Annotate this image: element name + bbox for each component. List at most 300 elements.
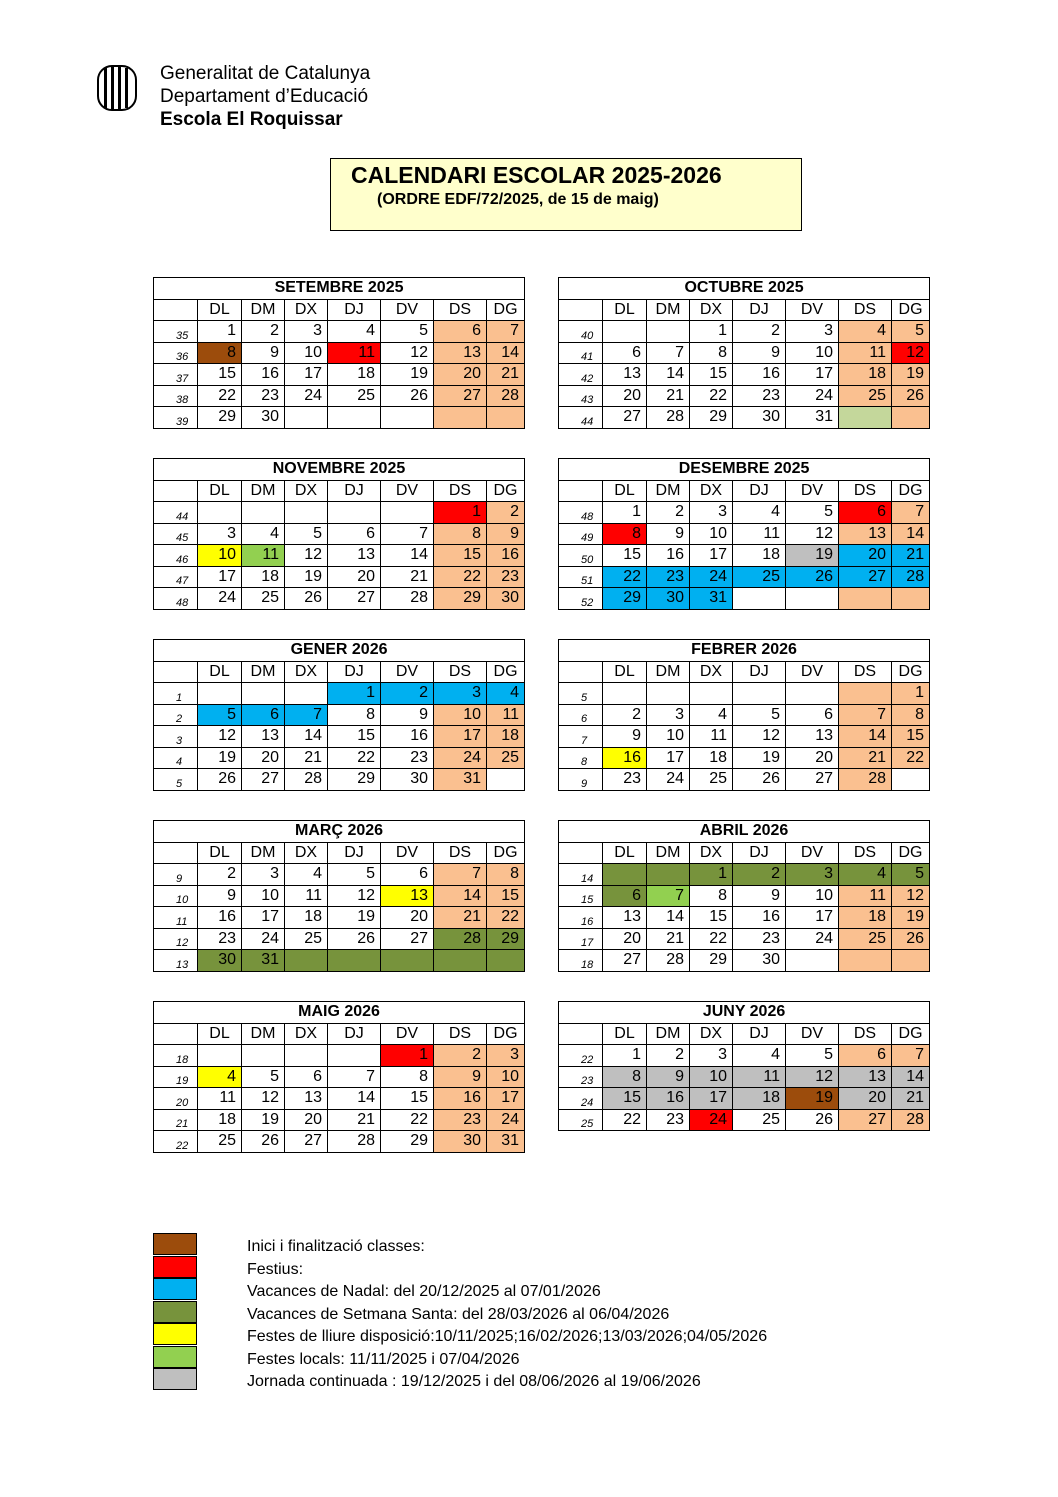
week-number: 9 (559, 769, 603, 791)
week-row (559, 1066, 930, 1088)
week-row (559, 1045, 930, 1067)
day-cell: 13 (328, 545, 381, 567)
day-cell (487, 950, 525, 972)
legend-label: Festius: (247, 1260, 304, 1278)
day-cell: 19 (786, 1088, 839, 1110)
day-cell: 21 (328, 1109, 381, 1131)
month-name: GENER 2026 (154, 640, 525, 662)
day-cell: 7 (647, 342, 690, 364)
day-cell: 7 (328, 1066, 381, 1088)
day-cell (381, 950, 434, 972)
day-cell (603, 864, 647, 886)
day-cell: 6 (434, 321, 487, 343)
month-table (558, 820, 930, 972)
day-cell: 14 (892, 1066, 930, 1088)
week-row (154, 907, 525, 929)
weekday-label: DS (839, 299, 892, 321)
day-cell (285, 950, 328, 972)
day-cell: 8 (603, 523, 647, 545)
day-cell (198, 683, 242, 705)
day-cell: 24 (786, 928, 839, 950)
day-cell: 14 (839, 726, 892, 748)
day-cell: 7 (892, 1045, 930, 1067)
week-row (154, 545, 525, 567)
weekday-label: DL (198, 1023, 242, 1045)
week-number: 41 (559, 342, 603, 364)
day-cell: 15 (434, 545, 487, 567)
day-cell: 15 (892, 726, 930, 748)
day-cell: 27 (786, 769, 839, 791)
day-cell: 21 (647, 385, 690, 407)
weekday-label: DX (690, 480, 733, 502)
day-cell: 31 (487, 1131, 525, 1153)
day-cell: 2 (487, 502, 525, 524)
day-cell: 16 (487, 545, 525, 567)
day-cell: 30 (198, 950, 242, 972)
day-cell: 30 (733, 950, 786, 972)
week-number: 13 (154, 950, 198, 972)
day-cell: 6 (839, 1045, 892, 1067)
day-cell (242, 683, 285, 705)
day-cell: 25 (839, 385, 892, 407)
month-table (153, 277, 525, 429)
day-cell: 27 (603, 950, 647, 972)
day-cell: 8 (487, 864, 525, 886)
day-cell: 5 (198, 704, 242, 726)
day-cell: 26 (285, 588, 328, 610)
weekday-label: DG (892, 842, 930, 864)
day-cell: 30 (242, 407, 285, 429)
week-row (154, 864, 525, 886)
day-cell: 9 (242, 342, 285, 364)
week-number: 1 (154, 683, 198, 705)
day-cell: 25 (690, 769, 733, 791)
day-cell (198, 1045, 242, 1067)
weekday-label: DJ (733, 661, 786, 683)
day-cell: 20 (242, 747, 285, 769)
day-cell: 13 (434, 342, 487, 364)
day-cell: 20 (786, 747, 839, 769)
day-cell: 12 (892, 885, 930, 907)
day-cell: 29 (690, 407, 733, 429)
day-cell: 18 (690, 747, 733, 769)
day-cell: 4 (285, 864, 328, 886)
day-cell: 24 (434, 747, 487, 769)
day-cell: 7 (381, 523, 434, 545)
week-row (559, 566, 930, 588)
day-cell: 7 (285, 704, 328, 726)
month-table (558, 639, 930, 791)
day-cell: 24 (647, 769, 690, 791)
day-cell: 25 (839, 928, 892, 950)
day-cell: 18 (328, 364, 381, 386)
day-cell: 9 (733, 885, 786, 907)
weekday-label: DJ (733, 480, 786, 502)
day-cell: 14 (328, 1088, 381, 1110)
day-cell: 25 (285, 928, 328, 950)
day-cell: 14 (647, 364, 690, 386)
weekday-label: DM (242, 1023, 285, 1045)
day-cell (285, 1045, 328, 1067)
day-cell: 28 (434, 928, 487, 950)
day-cell: 23 (198, 928, 242, 950)
day-cell: 23 (733, 385, 786, 407)
weekday-label: DS (839, 480, 892, 502)
week-row (154, 769, 525, 791)
day-cell: 5 (328, 864, 381, 886)
day-cell: 14 (892, 523, 930, 545)
legend-swatch (153, 1301, 197, 1323)
weekday-label: DX (690, 661, 733, 683)
day-cell: 25 (198, 1131, 242, 1153)
week-row (559, 885, 930, 907)
legend-swatch (153, 1233, 197, 1255)
week-row (154, 342, 525, 364)
week-number-header (154, 1023, 198, 1045)
day-cell: 7 (647, 885, 690, 907)
day-cell: 1 (690, 321, 733, 343)
week-number: 47 (154, 566, 198, 588)
weekday-label: DS (434, 1023, 487, 1045)
day-cell: 11 (242, 545, 285, 567)
week-number: 19 (154, 1066, 198, 1088)
day-cell (285, 683, 328, 705)
weekday-label: DV (786, 842, 839, 864)
day-cell: 15 (198, 364, 242, 386)
week-number: 4 (154, 747, 198, 769)
day-cell: 1 (603, 1045, 647, 1067)
weekday-label: DM (647, 661, 690, 683)
legend-swatch (153, 1368, 197, 1390)
day-cell: 10 (786, 885, 839, 907)
day-cell: 17 (647, 747, 690, 769)
week-number: 10 (154, 885, 198, 907)
day-cell: 30 (733, 407, 786, 429)
day-cell: 4 (733, 1045, 786, 1067)
week-row (559, 726, 930, 748)
week-number: 12 (154, 928, 198, 950)
day-cell: 9 (434, 1066, 487, 1088)
week-number: 39 (154, 407, 198, 429)
legend-label: Jornada continuada : 19/12/2025 i del 08/06/2026 al 19/06/2026 (247, 1373, 701, 1390)
day-cell: 17 (434, 726, 487, 748)
day-cell: 27 (839, 1109, 892, 1131)
week-number-header (154, 299, 198, 321)
day-cell (690, 683, 733, 705)
month-name: DESEMBRE 2025 (559, 459, 930, 481)
day-cell: 2 (381, 683, 434, 705)
day-cell: 19 (242, 1109, 285, 1131)
day-cell (786, 950, 839, 972)
week-row (154, 364, 525, 386)
week-row (559, 683, 930, 705)
day-cell: 30 (647, 588, 690, 610)
day-cell: 26 (786, 1109, 839, 1131)
day-cell: 3 (198, 523, 242, 545)
day-cell: 28 (647, 950, 690, 972)
day-cell: 20 (839, 545, 892, 567)
day-cell: 22 (603, 1109, 647, 1131)
month-name: FEBRER 2026 (559, 640, 930, 662)
day-cell (328, 1045, 381, 1067)
day-cell: 5 (892, 321, 930, 343)
day-cell: 8 (198, 342, 242, 364)
week-row (559, 364, 930, 386)
week-row (154, 928, 525, 950)
weekday-label: DG (487, 299, 525, 321)
day-cell: 26 (328, 928, 381, 950)
day-cell (647, 321, 690, 343)
day-cell: 13 (603, 907, 647, 929)
legend-label: Festes locals: 11/11/2025 i 07/04/2026 (247, 1350, 520, 1368)
day-cell: 29 (603, 588, 647, 610)
day-cell: 16 (434, 1088, 487, 1110)
day-cell: 21 (839, 747, 892, 769)
day-cell: 11 (328, 342, 381, 364)
day-cell: 5 (786, 502, 839, 524)
month-table (153, 639, 525, 791)
day-cell: 19 (328, 907, 381, 929)
week-row (559, 950, 930, 972)
week-number: 42 (559, 364, 603, 386)
weekday-label: DX (285, 661, 328, 683)
day-cell: 4 (487, 683, 525, 705)
day-cell: 15 (381, 1088, 434, 1110)
day-cell: 28 (328, 1131, 381, 1153)
weekday-label: DM (242, 299, 285, 321)
day-cell: 19 (733, 747, 786, 769)
day-cell: 25 (328, 385, 381, 407)
weekday-label: DV (381, 480, 434, 502)
day-cell: 26 (892, 385, 930, 407)
day-cell: 26 (198, 769, 242, 791)
week-number: 44 (154, 502, 198, 524)
day-cell (603, 683, 647, 705)
day-cell: 15 (690, 364, 733, 386)
weekday-label: DG (487, 1023, 525, 1045)
legend-label: Vacances de Nadal: del 20/12/2025 al 07/01/2026 (247, 1283, 601, 1300)
day-cell: 8 (690, 342, 733, 364)
day-cell: 24 (690, 566, 733, 588)
day-cell: 2 (603, 704, 647, 726)
day-cell: 19 (892, 364, 930, 386)
day-cell (328, 407, 381, 429)
day-cell: 31 (786, 407, 839, 429)
day-cell: 12 (892, 342, 930, 364)
day-cell: 9 (647, 1066, 690, 1088)
day-cell (892, 950, 930, 972)
day-cell: 18 (285, 907, 328, 929)
day-cell: 22 (434, 566, 487, 588)
weekday-label: DL (603, 661, 647, 683)
day-cell: 25 (487, 747, 525, 769)
day-cell: 3 (242, 864, 285, 886)
week-row (154, 950, 525, 972)
day-cell: 29 (198, 407, 242, 429)
day-cell: 1 (198, 321, 242, 343)
day-cell: 31 (434, 769, 487, 791)
day-cell: 26 (733, 769, 786, 791)
day-cell: 15 (328, 726, 381, 748)
week-row (559, 769, 930, 791)
week-number: 46 (154, 545, 198, 567)
week-number: 38 (154, 385, 198, 407)
week-row (559, 928, 930, 950)
day-cell: 2 (242, 321, 285, 343)
day-cell (487, 769, 525, 791)
day-cell: 3 (487, 1045, 525, 1067)
day-cell: 2 (647, 502, 690, 524)
weekday-label: DX (285, 299, 328, 321)
day-cell: 3 (285, 321, 328, 343)
day-cell: 22 (328, 747, 381, 769)
day-cell: 16 (733, 364, 786, 386)
day-cell: 9 (198, 885, 242, 907)
week-number: 21 (154, 1109, 198, 1131)
day-cell: 10 (198, 545, 242, 567)
day-cell: 20 (603, 928, 647, 950)
weekday-label: DJ (328, 299, 381, 321)
day-cell: 10 (285, 342, 328, 364)
day-cell (198, 502, 242, 524)
weekday-label: DV (786, 480, 839, 502)
week-number: 18 (154, 1045, 198, 1067)
day-cell: 11 (733, 1066, 786, 1088)
week-number: 37 (154, 364, 198, 386)
weekday-label: DG (892, 480, 930, 502)
week-number: 25 (559, 1109, 603, 1131)
weekday-label: DS (839, 842, 892, 864)
week-number: 7 (559, 726, 603, 748)
month-table (153, 820, 525, 972)
month-name: NOVEMBRE 2025 (154, 459, 525, 481)
weekday-label: DG (487, 480, 525, 502)
month-table (558, 1001, 930, 1131)
day-cell: 11 (285, 885, 328, 907)
day-cell: 5 (242, 1066, 285, 1088)
day-cell: 27 (242, 769, 285, 791)
day-cell: 12 (786, 523, 839, 545)
day-cell: 6 (839, 502, 892, 524)
day-cell (487, 407, 525, 429)
weekday-label: DL (198, 480, 242, 502)
week-number: 6 (559, 704, 603, 726)
weekday-label: DL (603, 480, 647, 502)
day-cell (892, 407, 930, 429)
day-cell: 23 (647, 1109, 690, 1131)
day-cell: 4 (690, 704, 733, 726)
day-cell: 14 (285, 726, 328, 748)
day-cell: 20 (381, 907, 434, 929)
day-cell: 3 (690, 502, 733, 524)
weekday-label: DX (285, 480, 328, 502)
day-cell (733, 683, 786, 705)
weekday-label: DS (839, 661, 892, 683)
day-cell: 12 (198, 726, 242, 748)
day-cell: 11 (839, 885, 892, 907)
week-row (154, 588, 525, 610)
day-cell: 30 (434, 1131, 487, 1153)
legend-label: Inici i finalització classes: (247, 1238, 425, 1255)
month-table (558, 277, 930, 429)
day-cell: 1 (690, 864, 733, 886)
day-cell: 8 (434, 523, 487, 545)
day-cell: 25 (733, 566, 786, 588)
day-cell: 21 (434, 907, 487, 929)
week-number: 52 (559, 588, 603, 610)
weekday-label: DL (198, 842, 242, 864)
weekday-label: DG (892, 1023, 930, 1045)
day-cell: 15 (603, 1088, 647, 1110)
week-row (559, 407, 930, 429)
day-cell (839, 950, 892, 972)
weekday-label: DG (487, 661, 525, 683)
day-cell: 8 (892, 704, 930, 726)
day-cell: 28 (487, 385, 525, 407)
day-cell: 30 (381, 769, 434, 791)
day-cell: 5 (733, 704, 786, 726)
weekday-label: DV (381, 842, 434, 864)
week-number: 40 (559, 321, 603, 343)
day-cell (839, 683, 892, 705)
week-number-header (559, 661, 603, 683)
day-cell: 9 (487, 523, 525, 545)
week-row (154, 385, 525, 407)
legend-swatch (153, 1278, 197, 1300)
week-row (154, 1131, 525, 1153)
day-cell: 18 (733, 545, 786, 567)
day-cell: 29 (690, 950, 733, 972)
week-number-header (559, 299, 603, 321)
weekday-label: DL (603, 1023, 647, 1045)
day-cell: 29 (434, 588, 487, 610)
day-cell: 14 (434, 885, 487, 907)
day-cell: 23 (487, 566, 525, 588)
day-cell: 3 (690, 1045, 733, 1067)
day-cell: 22 (603, 566, 647, 588)
legend-swatch (153, 1323, 197, 1345)
week-row (154, 407, 525, 429)
weekday-label: DV (786, 661, 839, 683)
day-cell (285, 407, 328, 429)
weekday-label: DG (487, 842, 525, 864)
week-row (559, 502, 930, 524)
day-cell: 27 (434, 385, 487, 407)
weekday-label: DV (381, 299, 434, 321)
week-number: 43 (559, 385, 603, 407)
day-cell: 29 (381, 1131, 434, 1153)
day-cell (647, 864, 690, 886)
day-cell: 13 (381, 885, 434, 907)
day-cell (285, 502, 328, 524)
week-row (559, 588, 930, 610)
day-cell: 10 (487, 1066, 525, 1088)
day-cell: 4 (198, 1066, 242, 1088)
day-cell: 6 (786, 704, 839, 726)
government-name: Generalitat de Catalunya (160, 63, 371, 84)
day-cell: 17 (487, 1088, 525, 1110)
month-name: OCTUBRE 2025 (559, 278, 930, 300)
day-cell: 13 (786, 726, 839, 748)
calendar-subtitle: (ORDRE EDF/72/2025, de 15 de maig) (377, 191, 659, 208)
day-cell: 28 (381, 588, 434, 610)
day-cell: 27 (381, 928, 434, 950)
day-cell: 1 (381, 1045, 434, 1067)
week-row (559, 321, 930, 343)
weekday-label: DM (647, 842, 690, 864)
weekday-label: DX (285, 842, 328, 864)
week-number-header (559, 1023, 603, 1045)
